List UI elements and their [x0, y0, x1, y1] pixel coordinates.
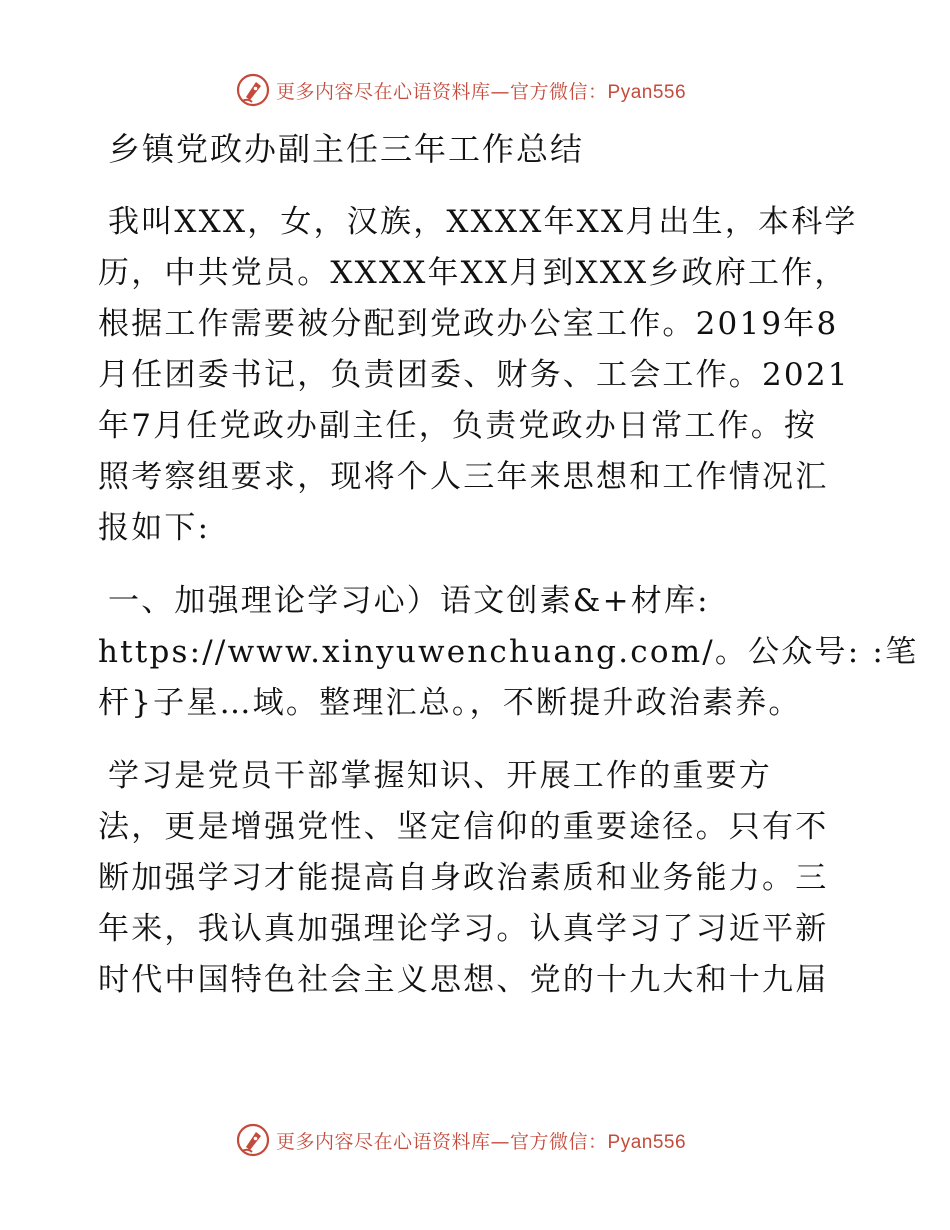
pen-nib-logo-icon	[236, 1123, 270, 1157]
paragraph-line: 月任团委书记，负责团委、财务、工会工作。2021	[98, 357, 850, 393]
paragraph-line: 学习是党员干部掌握知识、开展工作的重要方	[108, 758, 772, 794]
paragraph-line: 我叫XXX，女，汉族，XXXX年XX月出生，本科学	[108, 204, 858, 240]
document-title: 乡镇党政办副主任三年工作总结	[108, 130, 585, 168]
watermark-text: 更多内容尽在心语资料库—官方微信：Pyan556	[276, 80, 687, 103]
header-watermark	[236, 72, 686, 108]
intro-paragraph	[98, 197, 858, 554]
paragraph-line: 历，中共党员。XXXX年XX月到XXX乡政府工作，	[98, 255, 848, 291]
paragraph-line: 照考察组要求，现将个人三年来思想和工作情况汇	[98, 459, 829, 495]
section-heading-1	[98, 576, 919, 729]
paragraph-line: 一、加强理论学习心）语文创素&+材库:	[108, 583, 710, 619]
paragraph-line: 报如下:	[98, 510, 211, 546]
document-body	[98, 125, 919, 1006]
watermark-text: 更多内容尽在心语资料库—官方微信：Pyan556	[276, 1130, 687, 1153]
paragraph-line: 年来，我认真加强理论学习。认真学习了习近平新	[98, 911, 829, 947]
paragraph-line: 时代中国特色社会主义思想、党的十九大和十九届	[98, 962, 829, 998]
paragraph-line: 杆}子星…域。整理汇总。，不断提升政治素养。	[98, 685, 802, 721]
paragraph-line: https://www.xinyuwenchuang.com/。公众号: :笔	[98, 634, 919, 670]
paragraph-line: 法，更是增强党性、坚定信仰的重要途径。只有不	[98, 809, 829, 845]
pen-nib-logo-icon	[236, 73, 270, 107]
footer-watermark	[236, 1122, 686, 1158]
body-paragraph	[98, 751, 850, 1006]
paragraph-line: 年7月任党政办副主任，负责党政办日常工作。按	[98, 408, 818, 444]
paragraph-line: 断加强学习才能提高自身政治素质和业务能力。三	[98, 860, 829, 896]
paragraph-line: 根据工作需要被分配到党政办公室工作。2019年8	[98, 306, 839, 342]
watermark-account: Pyan556	[607, 81, 687, 103]
watermark-account: Pyan556	[607, 1131, 687, 1153]
